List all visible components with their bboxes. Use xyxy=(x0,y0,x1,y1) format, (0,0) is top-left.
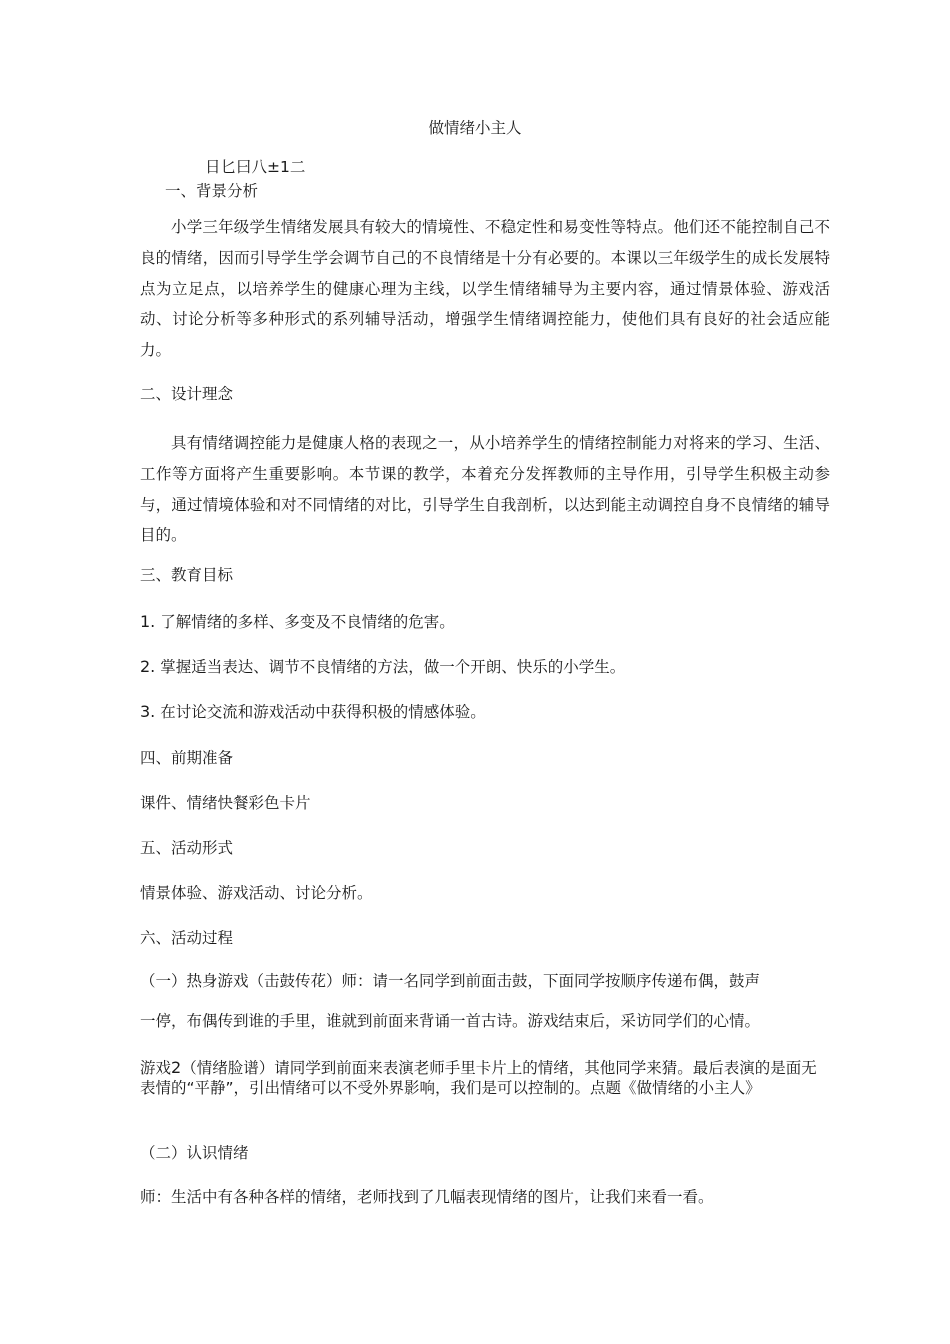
goal-item-1 xyxy=(140,612,455,632)
game-2-number: 2 xyxy=(171,1058,182,1077)
section-heading-design: 二、设计理念 xyxy=(140,385,234,403)
goal-text: 了解情绪的多样、多变及不良情绪的危害。 xyxy=(160,613,455,631)
game-2-prefix: 游戏 xyxy=(140,1059,172,1077)
goal-item-3 xyxy=(140,702,486,722)
game-2-paragraph xyxy=(140,1058,830,1098)
goal-number: 3. xyxy=(140,702,156,721)
section-heading-activity-form: 五、活动形式 xyxy=(140,839,234,857)
preparation-text: 课件、情绪快餐彩色卡片 xyxy=(140,794,311,812)
warmup-game-line-1: （一）热身游戏（击鼓传花）师：请一名同学到前面击鼓，下面同学按顺序传递布偶，鼓声 xyxy=(140,972,761,990)
section-heading-process: 六、活动过程 xyxy=(140,929,234,947)
design-paragraph: 具有情绪调控能力是健康人格的表现之一，从小培养学生的情绪控制能力对将来的学习、生活、工作等方面将产生重要影响。本节课的教学，本着充分发挥教师的主导作用，引导学生积极主动参与，通过情境体验和对不同情绪的对比，引导学生自我剖析，以达到能主动调控自身不良情绪的辅导目的。 xyxy=(140,434,830,545)
recognize-emotions-text: 师：生活中有各种各样的情绪，老师找到了几幅表现情绪的图片，让我们来看一看。 xyxy=(140,1188,714,1206)
document-title: 做情绪小主人 xyxy=(428,119,522,137)
game-2-text: （情绪脸谱）请同学到前面来表演老师手里卡片上的情绪，其他同学来猜。最后表演的是面无表情的“平静”，引出情绪可以不受外界影响，我们是可以控制的。点题《做情绪的小主人》 xyxy=(140,1059,817,1097)
garbled-text-line: 日匕曰八±1二 xyxy=(205,158,306,176)
warmup-game-line-2: 一停，布偶传到谁的手里，谁就到前面来背诵一首古诗。游戏结束后，采访同学们的心情。 xyxy=(140,1012,761,1030)
goal-number: 1. xyxy=(140,612,156,631)
background-paragraph: 小学三年级学生情绪发展具有较大的情境性、不稳定性和易变性等特点。他们还不能控制自己不良的情绪，因而引导学生学会调节自己的不良情绪是十分有必要的。本课以三年级学生的成长发展特点为立足点，以培养学生的健康心理为主线，以学生情绪辅导为主要内容，通过情景体验、游戏活动、讨论分析等多种形式的系列辅导活动，增强学生情绪调控能力，使他们具有良好的社会适应能力。 xyxy=(140,218,830,360)
goal-number: 2. xyxy=(140,657,156,676)
section-heading-background: 一、背景分析 xyxy=(165,182,259,200)
section-heading-preparation: 四、前期准备 xyxy=(140,749,234,767)
goal-text: 在讨论交流和游戏活动中获得积极的情感体验。 xyxy=(160,703,486,721)
subheading-recognize-emotions: （二）认识情绪 xyxy=(140,1144,249,1162)
goal-text: 掌握适当表达、调节不良情绪的方法，做一个开朗、快乐的小学生。 xyxy=(160,658,626,676)
goal-item-2 xyxy=(140,657,625,677)
activity-form-text: 情景体验、游戏活动、讨论分析。 xyxy=(140,884,373,902)
section-heading-goals: 三、教育目标 xyxy=(140,566,234,584)
